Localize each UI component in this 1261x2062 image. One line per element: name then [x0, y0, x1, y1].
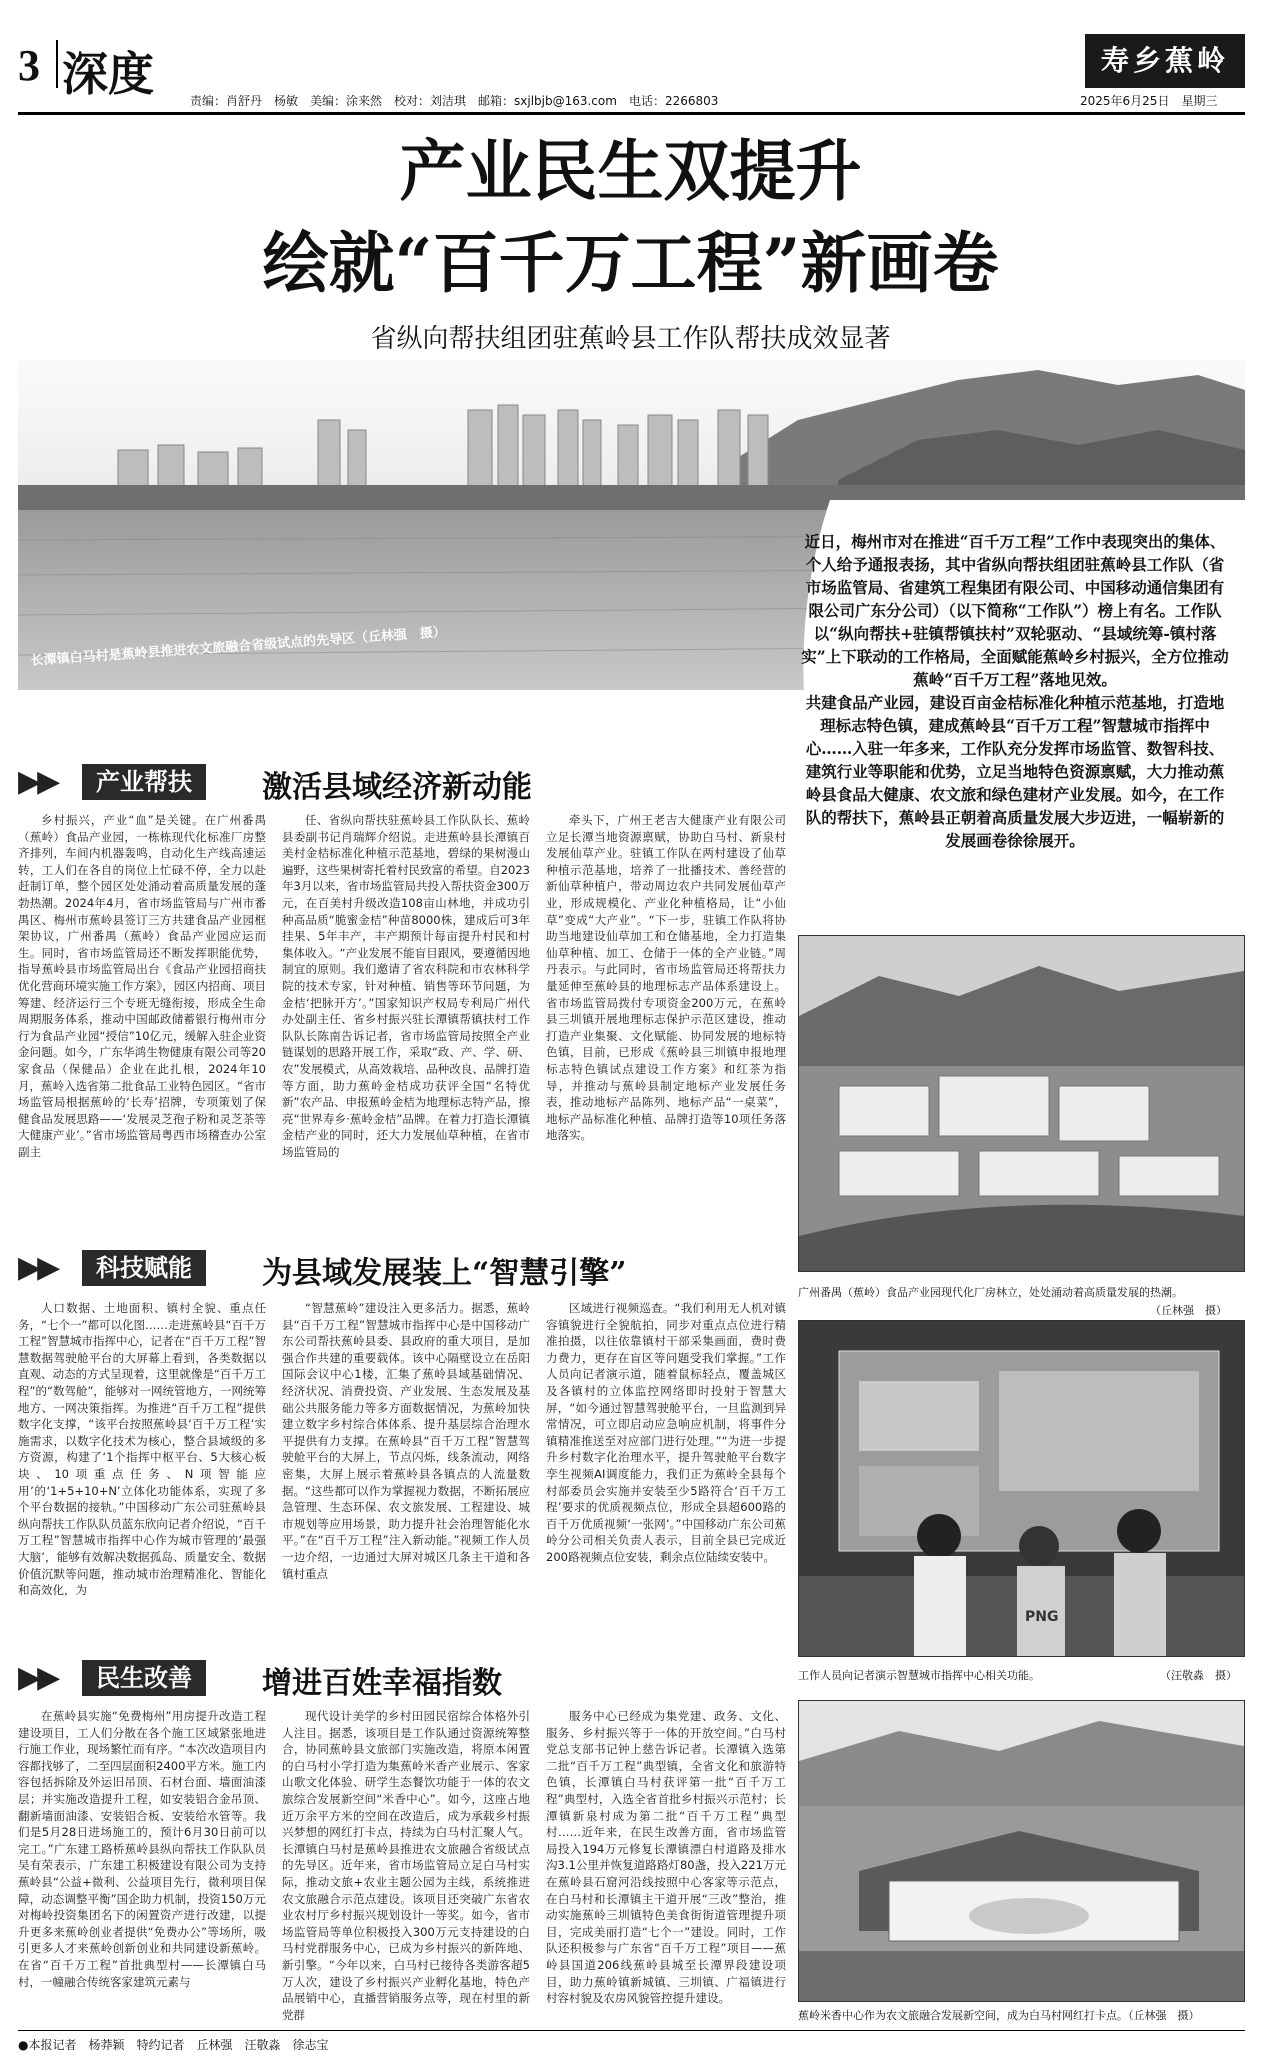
section-2-column-1: 人口数据、土地面积、镇村全貌、重点任务，“七个一”都可以化图……走进蕉岭县“百千万工程”智慧城市指挥中心，记者在“百千万工程”智慧数据驾驶舱平台的大屏幕上看到，各类数据以直观、动态的方式呈现着，这里就像是“百千万工程”的“数驾舱”，能够对一网统管地方，一网统筹地方、一网决策指挥。为推进“百千万工程”提供数字化支撑，“该平台按照蕉岭县‘百千万工程’实施需求，以数字化技术为核心，整合县域级的多方资源，构建了‘1个指挥中枢平台、5大核心板块、10项重点任务、N项智能应用’的‘1+5+10+N’立体化功能体系，实现了多个平台数据的接轨。”中国移动广东公司驻蕉岭县纵向帮扶工作队队员蓝东欣向记者介绍说，“百千万工程”智慧城市指挥中心作为城市管理的‘最强大脑’，能够有效解决数据孤岛、质量安全、数据价值沉默等问题，推动城市治理精准化、智能化和高效化，为: [18, 1301, 266, 1598]
section-1-title: 激活县域经济新动能: [262, 770, 532, 805]
section-3-column-1: 在蕉岭县实施“免费梅州”用房提升改造工程建设项目，工人们分散在各个施工区域紧张地进行施工作业，现场繁忙而有序。“本次改造项目内容都找够了，二至四层面积2400平方米。施工内容包括拆除及外运旧吊顶、石材台面、墙面油漆层；并实施改造提升工程，如安装铝合金吊顶、翻新墙面油漆、安装铝合板、安装给水管等。我们是5月28日进场施工的，预计6月30日前可以完工。”广东建工路桥蕉岭县纵向帮扶工作队队员吴有荣表示，广东建工积极建设有限公司为支持蕉岭县“公益+微利、公益项目先行，微利项目保障，动态调整平衡”国企助力机制，投资150万元对梅岭投资集团名下的闲置资产进行改建，以提升更多来蕉岭创业者提供“免费办公”等场所，吸引更多人才来蕉岭创新创业和共同建设新蕉岭。在省“百千万工程”首批典型村——长潭镇白马村，一幢融合传统客家建筑元素与: [18, 1709, 266, 1989]
headline-line-2: 绘就“百千万工程”新画卷: [262, 224, 999, 302]
headline-line-1: 产业民生双提升: [399, 132, 862, 210]
rice-center-photo-caption: 蕉岭米香中心作为农文旅融合发展新空间，成为白马村网红打卡点。（丘林强 摄）: [798, 2009, 1200, 2022]
section-1-tag: 产业帮扶: [82, 764, 206, 800]
editor-credits: 责编：肖舒丹 杨敏 美编：涂来然 校对：刘洁琪 邮箱：sxjlbjb@163.com 电话：2266803: [190, 94, 719, 108]
section-1-column-1: 乡村振兴，产业“血”是关键。在广州番禺（蕉岭）食品产业园，一栋栋现代化标准厂房整齐排列，车间内机器轰鸣，自动化生产线高速运转，工人们在各自的岗位上忙碌不停，全力以赴赶制订单，整个园区处处涌动着高质量发展的蓬勃热潮。2024年4月，省市场监管局与广州市番禺区、梅州市蕉岭县签订三方共建食品产业园框架协议，广州番禺（蕉岭）食品产业园应运而生。同时，省市场监管局还不断发挥职能优势，指导蕉岭县市场监管局出台《食品产业园招商扶优化营商环境实施工作方案》，园区内招商、项目筹建、经济运行三个专班无缝衔接，形成全生命周期服务体系，推动中国邮政储蓄银行梅州市分行为食品产业园“授信”10亿元，缓解入驻企业资金问题。如今，广东华鸿生物健康有限公司等20家食品（保健品）企业在此扎根，2024年10月，蕉岭入选省第二批食品工业特色园区。“省市场监管局根据蕉岭的‘长寿’招牌，专项策划了保健食品发展思路——‘发展灵芝孢子粉和灵芝茶等大健康产业’。”省市场监管局粤西市场稽查办公室副主: [18, 813, 266, 1159]
command-center-photo-credit: （汪敬淼 摄）: [1160, 1669, 1237, 1682]
hero-photo-caption: 长潭镇白马村是蕉岭县推进农文旅融合省级试点的先导区（丘林强 摄）: [30, 624, 447, 669]
section-arrow-icon: ▶▶: [18, 1660, 57, 1695]
section-arrow-icon: ▶▶: [18, 1250, 57, 1285]
shirt-logo-text: PNG: [1025, 1609, 1059, 1625]
section-name: 深度: [62, 47, 154, 101]
footer-rule: [18, 2030, 1245, 2031]
section-2-column-3: 区域进行视频巡查。“我们利用无人机对镇容镇貌进行全貌航拍，同步对重点点位进行精准拍摄，以往依靠镇村干部采集画面，费时费力费力，更存在盲区等问题受我们掌握。”工作人员向记者演示道，随着鼠标轻点，覆盖城区及各镇村的立体监控网络即时投射于智慧大屏，“如今通过智慧驾驶舱平台，一旦监测到异常情况，可立即启动应急响应机制，将事件分镇精准推送至对应部门进行处理。”“为进一步提升乡村数字化治理水平，提升驾驶舱平台数字孪生视频AI调度能力，我们正为蕉岭全县每个村部委员会实施并安装至少5路符合‘百千万工程’要求的优质视频点位，形成全县超600路的百千万优质视频‘一张网’。”中国移动广东公司蕉岭分公司相关负责人表示，目前全县已完成近200路视频点位安装，剩余点位陆续安装中。: [546, 1301, 786, 1564]
section-3-title: 增进百姓幸福指数: [262, 1666, 502, 1701]
masthead-logo: 寿乡蕉岭: [1085, 34, 1245, 88]
food-industrial-park-photo: [798, 935, 1245, 1272]
subheadline: 省纵向帮扶组团驻蕉岭县工作队帮扶成效显著: [370, 324, 891, 354]
section-arrow-icon: ▶▶: [18, 764, 57, 799]
header-divider: [56, 40, 58, 88]
section-2-tag: 科技赋能: [82, 1250, 206, 1286]
section-1-column-3: 牵头下，广州王老吉大健康产业有限公司立足长潭当地资源禀赋，协助白马村、新泉村发展仙草产业。驻镇工作队在两村建设了仙草种植示范基地，培养了一批播技术、善经营的新仙草种植户，带动周边农户共同发展仙草产业，形成规模化、产业化种植格局，让“小仙草”变成“大产业”。“下一步，驻镇工作队将协助当地建设仙草加工和仓储基地，全力打造集仙草种植、加工、仓储于一体的全产业链。”周丹表示。与此同时，省市场监管局还将帮扶力量延伸至蕉岭县的地理标志产品体系建设上。省市场监管局拨付专项资金200万元，在蕉岭县三圳镇开展地理标志保护示范区建设，推动打造产业集聚、文化赋能、协同发展的地标特色镇，目前，已形成《蕉岭县三圳镇申报地理标志特色镇试点建设工作方案》和红茶为指导，并推动与蕉岭县制定地标产业发展任务表，推动地标产品陈列、地标产品“一桌菜”，地标产品标准化种植、品牌打造等10项任务落地落实。: [546, 813, 786, 1143]
section-2-column-2: “智慧蕉岭”建设注入更多活力。据悉，蕉岭县“百千万工程”智慧城市指挥中心是中国移动广东公司帮扶蕉岭县委、县政府的重大项目，是加强合作共建的重要载体。该中心隔壁设立在岳阳国际会议中心1楼，汇集了蕉岭县域基础情况、经济状况、消费投资、产业发展、生态发展及基础公共服务能力等多方面数据情况，为蕉岭加快建立数字乡村综合体体系、提升基层综合治理水平提供有力支撑。在蕉岭县“百千万工程”智慧驾驶舱平台的大屏上，节点闪烁，线条流动，网络密集，大屏上展示着蕉岭县各镇点的人流量数据。“这些都可以作为掌握视力数据，不断拓展应急管理、生态环保、农文旅发展、工程建设、城市规划等应用场景，助力提升社会治理智能化水平。”在“百千万工程”注入新动能。”视频工作人员一边介绍，一边通过大屏对城区几条主干道和各镇村重点: [282, 1301, 530, 1581]
command-center-photo-caption: 工作人员向记者演示智慧城市指挥中心相关功能。: [798, 1669, 1040, 1682]
section-3-column-3: 服务中心已经成为集党建、政务、文化、服务、乡村振兴等于一体的开放空间。”白马村党总支部书记钟上慈告诉记者。长潭镇入选第二批“百千万工程”典型镇，全省文化和旅游特色镇，长潭镇白马村获评第一批“百千万工程”典型村，入选全省首批乡村振兴示范村；长潭镇新泉村成为第二批“百千万工程”典型村……近年来，在民生改善方面，省市场监管局投入194万元修复长潭镇漂白村道路及排水沟3.1公里并恢复道路路灯80盏，投入221万元在蕉岭县石窟河沿线按照中心客家等示范点，在白马村和长潭镇主干道开展“三改”整治，推动实施蕉岭三圳镇特色美食街街道管理提升项目，完成美丽打造“七个一”建设。同时，工作队还积极参与广东省“百千万工程”项目——蕉岭县国道206线蕉岭县城至长潭界段建设项目，助力蕉岭镇新城镇、三圳镇、广福镇进行村容村貌及农房风貌管控提升建设。: [546, 1709, 786, 2006]
food-park-photo-caption: 广州番禺（蕉岭）食品产业园现代化厂房林立，处处涌动着高质量发展的热潮。: [798, 1286, 1183, 1299]
section-1-column-2: 任、省纵向帮扶驻蕉岭县工作队队长、蕉岭县委副书记肖瑞辉介绍说。走进蕉岭县长潭镇百美村金桔标准化种植示范基地，碧绿的果树漫山遍野，这些果树寄托着村民致富的希望。自2023年3月以来，省市场监管局共投入帮扶资金300万元，在百美村升级改造108亩山林地，并成功引种高品质“脆蜜金桔”种苗8000株，建成后可3年挂果、5年丰产，丰产期预计每亩提升村民和村集体收入。“产业发展不能盲目跟风，要遵循因地制宜的原则。我们邀请了省农科院和市农林科学院的技术专家，针对种植、销售等环节问题，为金桔‘把脉开方’。”国家知识产权局专利局广州代办处副主任、省乡村振兴驻长潭镇帮镇扶村工作队队长陈南告诉记者，省市场监管局按照全产业链谋划的思路开展工作，采取“政、产、学、研、农”发展模式，从高效栽培、品种改良、品牌打造等方面，助力蕉岭金桔成功获评全国“名特优新”农产品、申报蕉岭金桔为地理标志特产品，擦亮“世界寿乡·蕉岭金桔”品牌。在着力打造长潭镇金桔产业的同时，还大力发展仙草种植，在省市场监管局的: [282, 813, 530, 1159]
section-3-tag: 民生改善: [82, 1660, 206, 1696]
intro-lead: [800, 530, 1230, 852]
issue-date: 2025年6月25日 星期三: [1080, 94, 1218, 108]
intro-paragraph-2: 共建食品产业园，建设百亩金桔标准化种植示范基地，打造地理标志特色镇，建成蕉岭县“百千万工程”智慧城市指挥中心……入驻一年多来，工作队充分发挥市场监管、数智科技、建筑行业等职能和优势，立足当地特色资源禀赋，大力推动蕉岭县食品大健康、农文旅和绿色建材产业发展。如今，在工作队的帮扶下，蕉岭县正朝着高质量发展大步迈进，一幅崭新的发展画卷徐徐展开。: [805, 693, 1225, 850]
page-number: 3: [18, 41, 40, 90]
smart-city-command-center-photo: [798, 1320, 1245, 1657]
intro-paragraph-1: 近日，梅州市对在推进“百千万工程”工作中表现突出的集体、个人给予通报表扬，其中省纵向帮扶组团驻蕉岭县工作队（省市场监管局、省建筑工程集团有限公司、中国移动通信集团有限公司广东分公司）（以下简称“工作队”）榜上有名。工作队以“纵向帮扶+驻镇帮镇扶村”双轮驱动、“县域统筹-镇村落实”上下联动的工作格局，全面赋能蕉岭乡村振兴，全方位推动蕉岭“百千万工程”落地见效。: [801, 532, 1229, 689]
rice-fragrance-center-photo: [798, 1700, 1245, 2002]
header-rule: [18, 112, 1245, 115]
section-2-title: 为县域发展装上“智慧引擎”: [262, 1256, 627, 1291]
reporter-byline: ●本报记者 杨莽颖 特约记者 丘林强 汪敬淼 徐志宝: [18, 2038, 329, 2052]
section-3-column-2: 现代设计美学的乡村田园民宿综合体格外引人注目。据悉，该项目是工作队通过资源统筹整合，协同蕉岭县文旅部门实施改造，将原本闲置的白马村小学打造为集蕉岭米香产业展示、客家山歌文化体验、研学生态餐饮功能于一体的农文旅综合发展新空间“米香中心”。如今，这座占地近万余平方米的空间在改造后，成为承载乡村振兴梦想的网红打卡点，持续为白马村汇聚人气。长潭镇白马村是蕉岭县推进农文旅融合省级试点的先导区。近年来，省市场监管局立足白马村实际，推动文旅+农业主题公园为主线，系统推进农文旅融合示范点建设。该项目还突破广东省农业农村厅乡村振兴规划设计一等奖。如今，省市场监管局等单位积极投入300万元支持建设的白马村党群服务中心，已成为乡村振兴的新阵地、新引擎。“今年以来，白马村已接待各类游客超5万人次，建设了乡村振兴产业孵化基地，特色产品展销中心，直播营销服务点等，现在村里的新党群: [282, 1709, 530, 2022]
food-park-photo-credit: （丘林强 摄）: [1150, 1304, 1227, 1317]
